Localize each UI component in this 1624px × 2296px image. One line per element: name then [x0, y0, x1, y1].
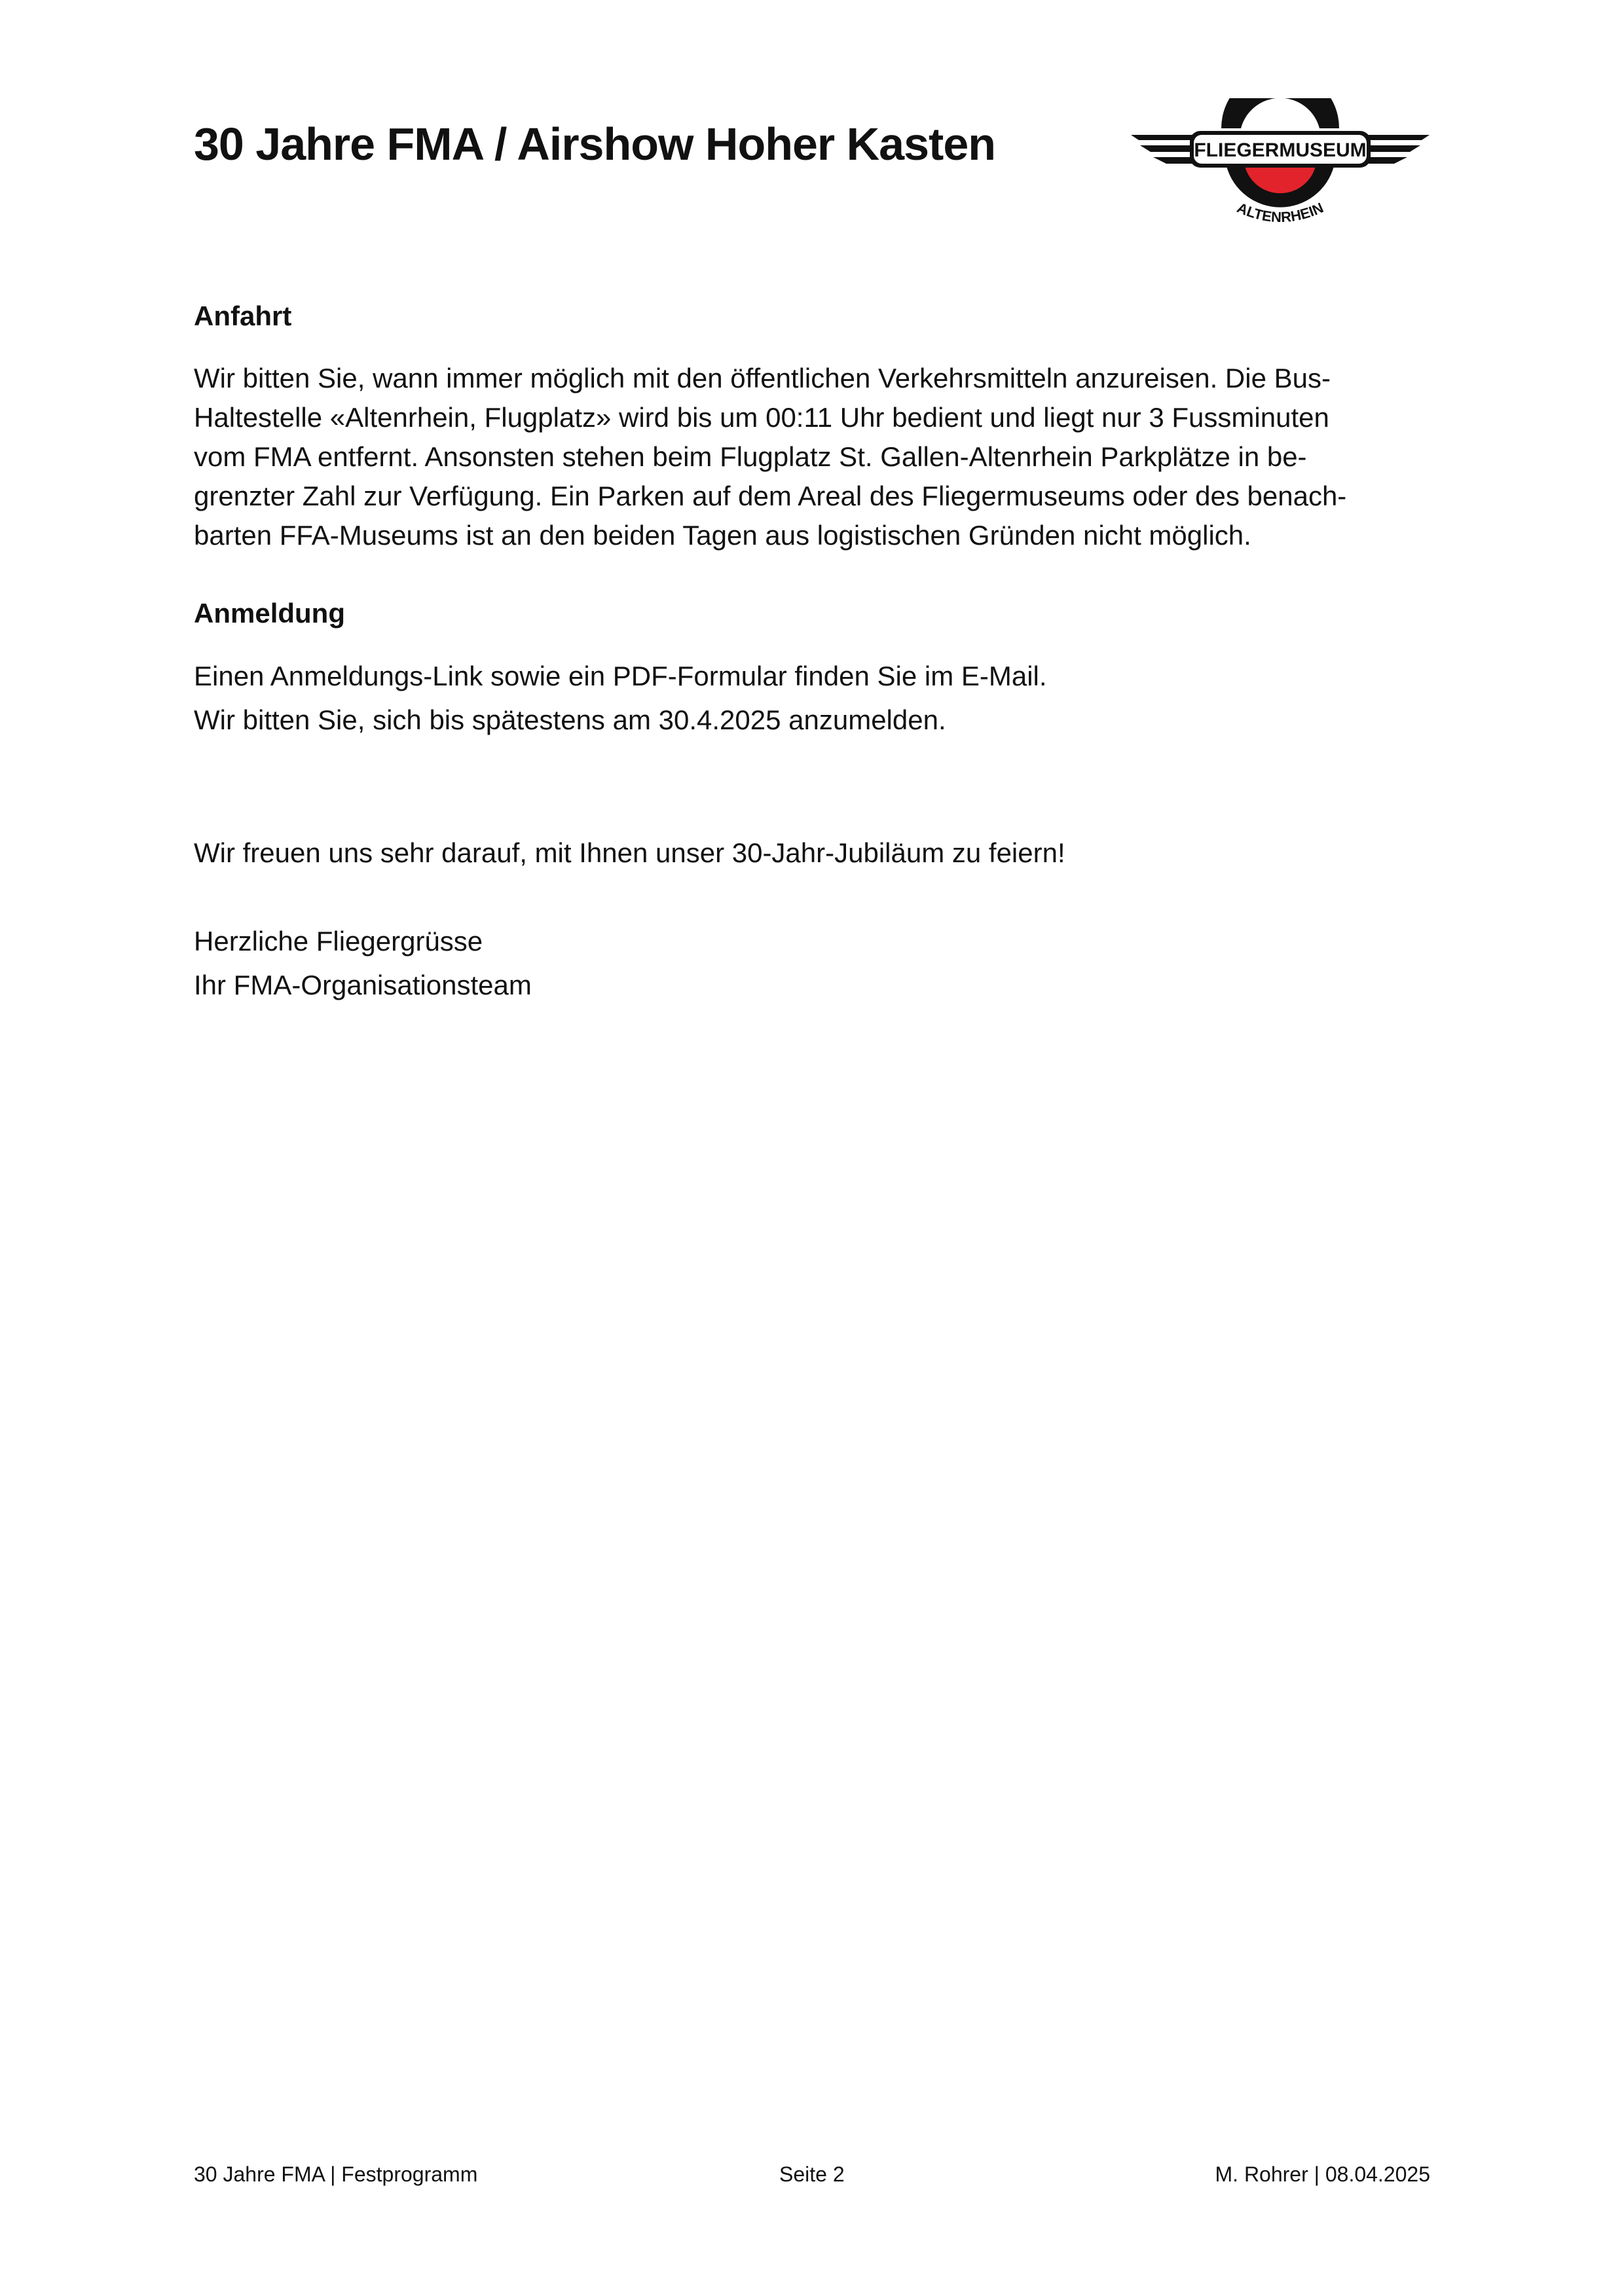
anfahrt-line: barten FFA-Museums ist an den beiden Tagen aus logistischen Gründen nicht möglich. — [194, 520, 1251, 551]
closing-message: Wir freuen uns sehr darauf, mit Ihnen unser 30-Jahr-Jubiläum zu feiern! — [194, 837, 1065, 868]
footer-document-info: 30 Jahre FMA | Festprogramm — [194, 2162, 478, 2186]
closing-greeting: Herzliche Fliegergrüsse — [194, 926, 483, 957]
footer-author-date: M. Rohrer | 08.04.2025 — [1215, 2162, 1430, 2186]
anmeldung-line-link: Einen Anmeldungs-Link sowie ein PDF-Formular finden Sie im E-Mail. — [194, 661, 1047, 691]
anmeldung-heading: Anmeldung — [194, 598, 345, 629]
closing-signature: Ihr FMA-Organisationsteam — [194, 970, 532, 1000]
anfahrt-heading: Anfahrt — [194, 301, 292, 331]
page-title: 30 Jahre FMA / Airshow Hoher Kasten — [194, 118, 996, 170]
fliegermuseum-logo — [1130, 98, 1431, 236]
anfahrt-line: grenzter Zahl zur Verfügung. Ein Parken auf dem Areal des Fliegermuseums oder des benach- — [194, 481, 1347, 511]
logo-subtitle: ALTENRHEIN — [1234, 199, 1326, 226]
anfahrt-line: vom FMA entfernt. Ansonsten stehen beim Flugplatz St. Gallen-Altenrhein Parkplätze in be- — [194, 441, 1307, 472]
anfahrt-line: Wir bitten Sie, wann immer möglich mit den öffentlichen Verkehrsmitteln anzureisen. Die Bus- — [194, 363, 1331, 393]
logo-name: FLIEGERMUSEUM — [1194, 139, 1367, 161]
footer-page-number: Seite 2 — [779, 2162, 845, 2186]
logo-roundel-top — [1221, 98, 1339, 128]
anfahrt-paragraph — [194, 359, 1346, 555]
anfahrt-line: Haltestelle «Altenrhein, Flugplatz» wird bis um 00:11 Uhr bedient und liegt nur 3 Fussminuten — [194, 402, 1329, 433]
anmeldung-line-deadline: Wir bitten Sie, sich bis spätestens am 30.4.2025 anzumelden. — [194, 704, 946, 735]
